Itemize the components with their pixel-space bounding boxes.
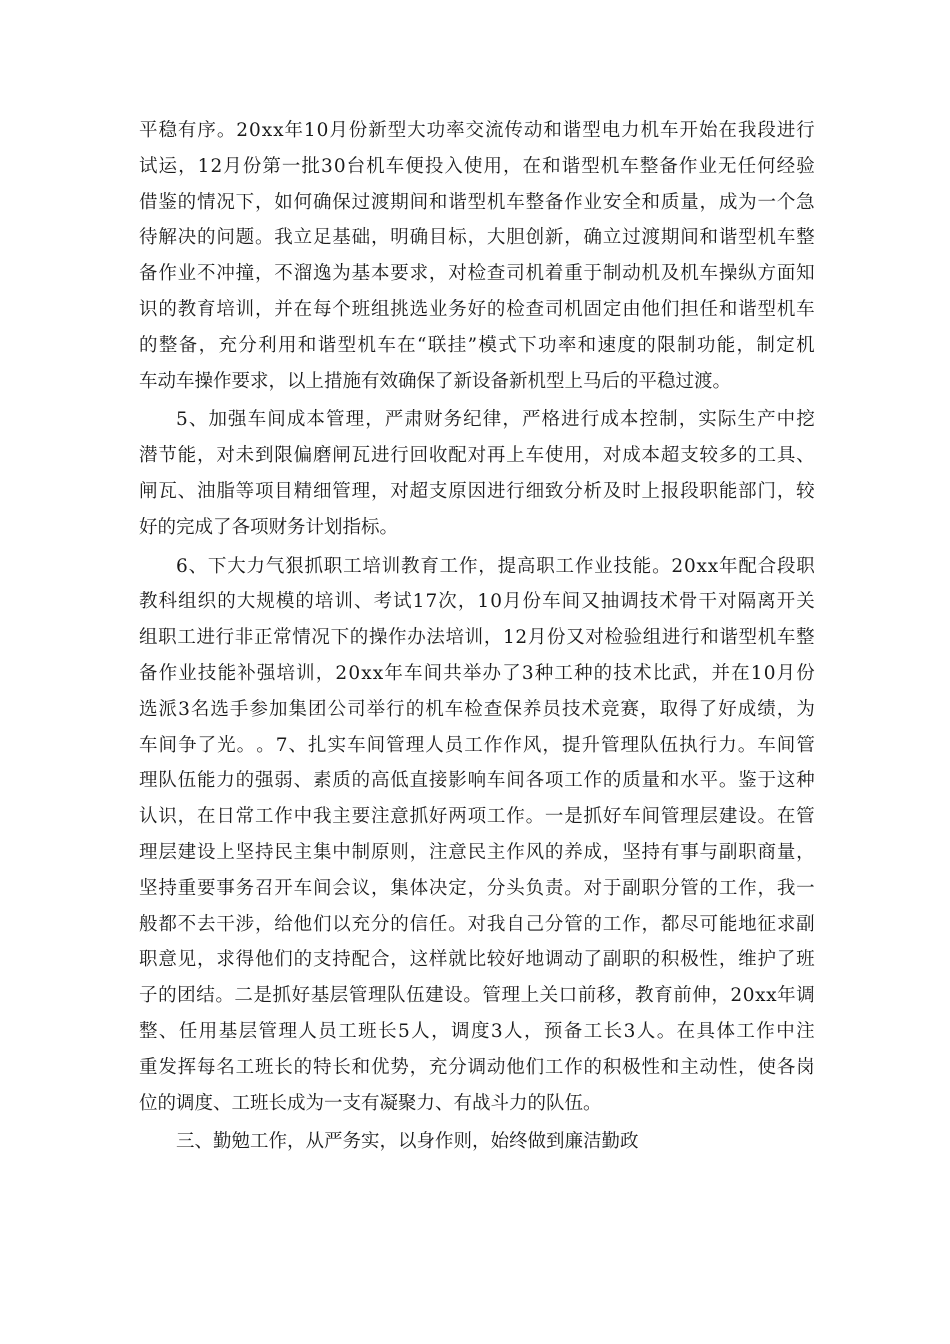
text-line: 借 鉴 的 情 况 下 ， 如 何 确 保 过 渡 期 间 和 谐 型 机 车 整 备 作 业 安 全 和 质 量 ， 成 为 一 个 急 <box>139 191 815 213</box>
paragraph <box>139 549 815 1122</box>
text-line: 理 层 建 设 上 坚 持 民 主 集 中 制 原 则 ， 注 意 民 主 作 风 的 养 成 ， 坚 持 有 事 与 副 职 商 量 ， <box>139 841 815 863</box>
text-line: 三、勤勉工作，从严务实，以身作则，始终做到廉洁勤政 <box>176 1131 639 1153</box>
document-body <box>139 113 815 1160</box>
text-line: 识 的 教 育 培 训 ， 并 在 每 个 班 组 挑 选 业 务 好 的 检 查 司 机 固 定 由 他 们 担 任 和 谐 型 机 车 <box>139 298 815 320</box>
text-line: 车 间 争 了 光 。 。 7 、 扎 实 车 间 管 理 人 员 工 作 作 风 ， 提 升 管 理 队 伍 执 行 力 。 车 间 管 <box>139 734 815 756</box>
paragraph <box>139 113 815 399</box>
text-line: 教 科 组 织 的 大 规 模 的 培 训 、 考 试 1 7 次 ， 1 0 月 份 车 间 又 抽 调 技 术 骨 干 对 隔 离 开 关 <box>139 591 815 613</box>
text-line: 子 的 团 结 。 二 是 抓 好 基 层 管 理 队 伍 建 设 。 管 理 上 关 口 前 移 ， 教 育 前 伸 ， 2 0 x x 年 调 <box>139 985 815 1007</box>
text-line: 好的完成了各项财务计划指标。 <box>139 516 399 538</box>
paragraph <box>139 402 815 545</box>
text-line: 重 发 挥 每 名 工 班 长 的 特 长 和 优 势 ， 充 分 调 动 他 们 工 作 的 积 极 性 和 主 动 性 ， 使 各 岗 <box>139 1056 815 1078</box>
text-line: 闸 瓦 、 油 脂 等 项 目 精 细 管 理 ， 对 超 支 原 因 进 行 细 致 分 析 及 时 上 报 段 职 能 部 门 ， 较 <box>139 480 815 502</box>
text-line: 5 、 加 强 车 间 成 本 管 理 ， 严 肃 财 务 纪 律 ， 严 格 进 行 成 本 控 制 ， 实 际 生 产 中 挖 <box>176 409 815 431</box>
text-line: 试 运 ， 1 2 月 份 第 一 批 3 0 台 机 车 便 投 入 使 用 ， 在 和 谐 型 机 车 整 备 作 业 无 任 何 经 验 <box>139 155 815 177</box>
text-line: 备 作 业 技 能 补 强 培 训 ， 2 0 x x 年 车 间 共 举 办 了 3 种 工 种 的 技 术 比 武 ， 并 在 1 0 月 份 <box>139 662 815 684</box>
text-line: 整 、 任 用 基 层 管 理 人 员 工 班 长 5 人 ， 调 度 3 人 ， 预 备 工 长 3 人 。 在 具 体 工 作 中 注 <box>139 1020 815 1042</box>
text-line: 的 整 备 ， 充 分 利 用 和 谐 型 机 车 在 “ 联 挂 ” 模 式 下 功 率 和 速 度 的 限 制 功 能 ， 制 定 机 <box>139 334 815 356</box>
text-line: 潜 节 能 ， 对 未 到 限 偏 磨 闸 瓦 进 行 回 收 配 对 再 上 车 使 用 ， 对 成 本 超 支 较 多 的 工 具 、 <box>139 445 815 467</box>
paragraph <box>139 1124 815 1160</box>
text-line: 选 派 3 名 选 手 参 加 集 团 公 司 举 行 的 机 车 检 查 保 养 员 技 术 竞 赛 ， 取 得 了 好 成 绩 ， 为 <box>139 698 815 720</box>
text-line: 平 稳 有 序 。 2 0 x x 年 1 0 月 份 新 型 大 功 率 交 流 传 动 和 谐 型 电 力 机 车 开 始 在 我 段 进 行 <box>139 120 815 141</box>
text-line: 车动车操作要求，以上措施有效确保了新设备新机型上马后的平稳过渡。 <box>139 370 732 392</box>
text-line: 认 识 ， 在 日 常 工 作 中 我 主 要 注 意 抓 好 两 项 工 作 。 一 是 抓 好 车 间 管 理 层 建 设 。 在 管 <box>139 806 815 828</box>
text-line: 位的调度、工班长成为一支有凝聚力、有战斗力的队伍。 <box>139 1092 602 1114</box>
text-line: 备 作 业 不 冲 撞 ， 不 溜 逸 为 基 本 要 求 ， 对 检 查 司 机 着 重 于 制 动 机 及 机 车 操 纵 方 面 知 <box>139 263 815 285</box>
text-line: 6 、 下 大 力 气 狠 抓 职 工 培 训 教 育 工 作 ， 提 高 职 工 作 业 技 能 。 2 0 x x 年 配 合 段 职 <box>176 555 815 577</box>
text-line: 坚 持 重 要 事 务 召 开 车 间 会 议 ， 集 体 决 定 ， 分 头 负 责 。 对 于 副 职 分 管 的 工 作 ， 我 一 <box>139 877 815 899</box>
text-line: 组 职 工 进 行 非 正 常 情 况 下 的 操 作 办 法 培 训 ， 1 2 月 份 又 对 检 验 组 进 行 和 谐 型 机 车 整 <box>139 627 815 649</box>
text-line: 职 意 见 ， 求 得 他 们 的 支 持 配 合 ， 这 样 就 比 较 好 地 调 动 了 副 职 的 积 极 性 ， 维 护 了 班 <box>139 949 815 971</box>
text-line: 般 都 不 去 干 涉 ， 给 他 们 以 充 分 的 信 任 。 对 我 自 己 分 管 的 工 作 ， 都 尽 可 能 地 征 求 副 <box>139 913 815 935</box>
text-line: 理 队 伍 能 力 的 强 弱 、 素 质 的 高 低 直 接 影 响 车 间 各 项 工 作 的 质 量 和 水 平 。 鉴 于 这 种 <box>139 770 815 792</box>
text-line: 待 解 决 的 问 题 。 我 立 足 基 础 ， 明 确 目 标 ， 大 胆 创 新 ， 确 立 过 渡 期 间 和 谐 型 机 车 整 <box>139 227 815 249</box>
